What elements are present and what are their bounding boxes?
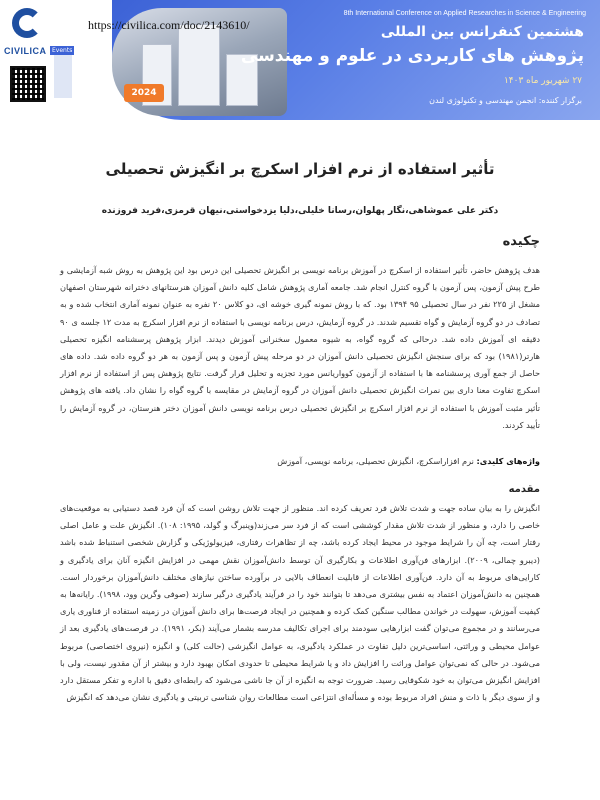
keywords-line (60, 456, 540, 466)
year-badge: 2024 (124, 84, 164, 102)
conference-title-fa-line1: هشتمین کنفرانس بین المللی (380, 24, 584, 40)
events-strip (54, 46, 72, 98)
building-shape (178, 24, 220, 106)
paper-authors: دکتر علی عموشاهی،نگار پهلوان،رسانا خلیلی،دلیا یزدخواستی،نیهان قرمزی،فرید فروزنده (101, 206, 499, 216)
conference-title-en: 8th International Conference on Applied Researches in Science & Engineering (343, 10, 586, 17)
civilica-c-icon (12, 8, 42, 38)
introduction-heading: مقدمه (508, 484, 540, 495)
conference-title-fa-line2: پژوهش های کاربردی در علوم و مهندسی (240, 46, 584, 66)
keywords-text: نرم افزاراسکرچ، انگیزش تحصیلی، برنامه نویسی، آموزش (277, 456, 474, 466)
paper-title: تأثیر استفاده از نرم افزار اسکرچ بر انگیزش تحصیلی (105, 160, 495, 178)
abstract-heading: چکیده (502, 234, 540, 249)
document-url[interactable]: https://civilica.com/doc/2143610/ (88, 18, 250, 32)
conference-date: ۲۷ شهریور ماه ۱۴۰۳ (503, 76, 582, 86)
keywords-label: واژه‌های کلیدی: (476, 456, 540, 466)
abstract-text: هدف پژوهش حاضر، تأثیر استفاده از اسکرچ در آموزش برنامه نویسی بر انگیزش تحصیلی این درس بود این پژوهش به روش شبه آزمایشی و طرح پیش آزمون، پس آزمون با گروه کنترل انجام شد. جامعه آماری پژوهش شامل کلیه دانش آموزان هنرستانهای دخترانه شهرستان اصفهان مشغل از ۲۲۵ نفر در سال تحصیلی ۹۵ ۱۳۹۴ بود. که با روش نمونه گیری خوشه ای، دو کلاس ۲۰ نفره به عنوان نمونه آماری انتخاب شده و به تصادف در دو گروه آزمایش و گواه تقسیم شدند. در گروه آزمایش، درس برنامه نویسی با استفاده از نرم افزار اسکرچ به مدت ۱۲ جلسه ی ۹۰ دقیقه ای آموزش داده شد. درحالی که گروه گواه، به شیوه معمول سخنرانی آموزش دیدند. ابزار پژوهش پرسشنامه انگیزه تحصیلی هارتر(۱۹۸۱) بود که برای سنجش انگیزش تحصیلی دانش آموزان در دو مرحله پیش آزمون و پس آزمون به هر دو گروه داده شد. داده های حاصل از جمع آوری پرسشنامه ها با استفاده از آزمون کوواریانس مورد تجزیه و تحلیل قرار گرفت. نتایج پژوهش پس از استفاده از نرم افزار اسکرچ تفاوت معنا داری بین نمرات انگیزش تحصیلی دانش آموزان در گروه آزمایش در مقایسه با گروه گواه را نشان داد. یافته های پژوهش تأثیر مثبت آموزش با استفاده از نرم افزار اسکرچ بر انگیزش تحصیلی درس برنامه نویسی دانش آموزان دختر هنرستان، در گروه آزمایش را تأیید کردند. (60, 265, 541, 430)
events-tag: Events (52, 47, 73, 54)
logo-text: CIVILICA (4, 46, 47, 56)
introduction-text: انگیزش را به بیان ساده جهت و شدت تلاش فرد تعریف کرده اند. منظور از جهت تلاش روشن است که آن فرد قصد دستیابی به موقعیت‌های خاصی را دارد، و منظور از شدت تلاش مقدار کوششی است که از فرد سر می‌زند(وینبرگ و گولد، ۱۹۹۵: ۱۰۸). انگیزش علت و عامل اصلی رفتار است، چه آن را شرایط موجود در محیط ایجاد کرده باشد، چه از تظاهرات رفتاری، فیزیولوژیکی و گزارش شخصی استنباط شده باشد (دیبرو چمالی، ۲۰۰۹). ابزارهای فن‌آوری اطلاعات و بکارگیری آن توسط دانش‌آموزان نقش مهمی در افزایش انگیزه آنان برای یادگیری و کارایی‌های مربوط به آن دارد. فن‌آوری اطلاعات از قابلیت انعطاف بالایی در برآورده ساختن نیازهای مختلف دانش‌آموزان برخوردار است. همچنین به دانش‌آموزان اعتماد به نفس بیشتری می‌دهد تا بتوانند خود را در فرآیند یادگیری درگیر سازند (صوفی وگرین وود، ۱۹۹۸). رایانه‌ها به کیفیت آموزش، سهولت در خواندن مطالب سنگین کمک کرده و همچنین در ایجاد فرصت‌ها برای دانش آموزان در زمینه استفاده از فناوری یاری می‌رسانند و در مجموع می‌توان گفت ابزارهایی سودمند برای اجرای تکالیف مدرسه بشمار می‌آیند (بکر، ۱۹۹۱). در فرصت‌های یادگیری بعد از عوامل محیطی و وراثتی، اساسی‌ترین دلیل تفاوت در عملکرد یادگیری، به عوامل انگیزشی (حالت کلی) و انگیزه (نیروی اختصاصی) مربوط می‌شود. در حالی که نمی‌توان عوامل وراثت را افزایش داد و یا شرایط محیطی تا حدودی امکان بهبود دارد و بیشتر از آن مقدور نیست، ولی با افزایش انگیزش می‌توان به خود شکوفایی رسید. ضرورت توجه به انگیزه از آن جا ناشی می‌شود که رابطه‌ای دقیق با اداره و تفکر مستقل دارد و از سوی دیگر با ذات و منش افراد مربوط بوده و مسأله‌ای انتزاعی است مطالعات روان شناسی تربیتی و یادگیری نشان می‌دهد که انگیزش (60, 503, 540, 703)
conference-organizer: برگزار کننده: انجمن مهندسی و تکنولوژی لندن (429, 96, 582, 105)
civilica-logo[interactable] (4, 8, 56, 56)
qr-code-icon (10, 66, 46, 102)
conference-banner (0, 0, 600, 125)
